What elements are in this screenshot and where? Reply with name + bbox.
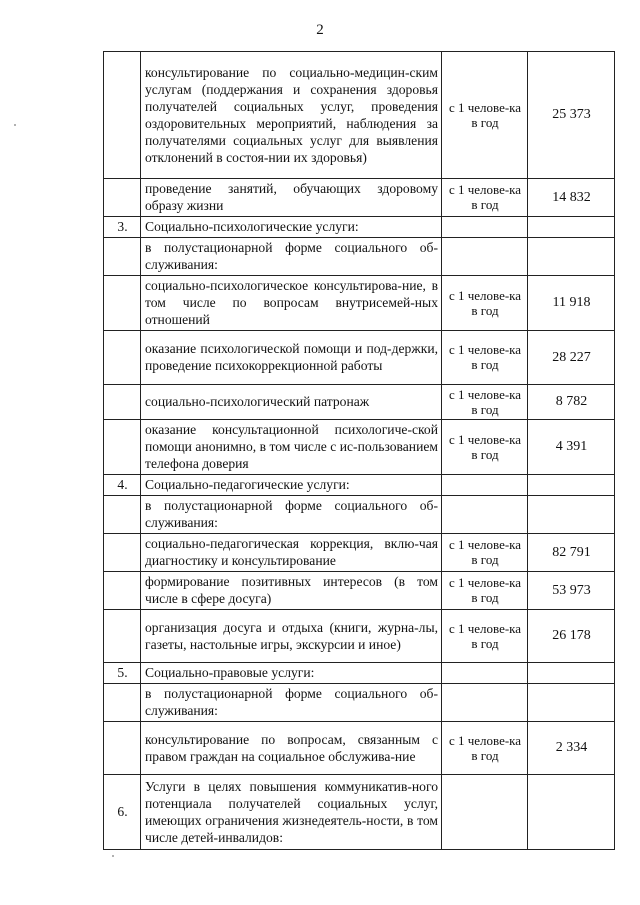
- service-unit: [442, 238, 528, 276]
- service-unit: с 1 челове-ка в год: [442, 534, 528, 572]
- row-number: [104, 420, 141, 475]
- service-description: социально-педагогическая коррекция, вклю-чая диагностику и консультирование: [141, 534, 442, 572]
- service-unit: [442, 775, 528, 850]
- service-tariff: [528, 238, 615, 276]
- row-number: [104, 534, 141, 572]
- section-number: 5.: [104, 663, 141, 684]
- row-number: [104, 52, 141, 179]
- service-description: формирование позитивных интересов (в том числе в сфере досуга): [141, 572, 442, 610]
- service-unit: с 1 челове-ка в год: [442, 276, 528, 331]
- service-tariff: 53 973: [528, 572, 615, 610]
- table-row: [104, 572, 615, 610]
- table-row: [104, 179, 615, 217]
- service-tariff: [528, 775, 615, 850]
- row-number: [104, 385, 141, 420]
- page-number: 2: [316, 22, 324, 38]
- service-tariff: 28 227: [528, 331, 615, 385]
- section-number: 6.: [104, 775, 141, 850]
- service-description: социально-психологическое консультирова-ние, в том числе по вопросам внутрисемей-ных отношений: [141, 276, 442, 331]
- service-description: оказание психологической помощи и под-держки, проведение психокоррекционной работы: [141, 331, 442, 385]
- scan-speck: [14, 124, 16, 126]
- row-number: [104, 610, 141, 663]
- row-number: [104, 722, 141, 775]
- section-number: 3.: [104, 217, 141, 238]
- service-tariff: [528, 663, 615, 684]
- service-tariff: [528, 217, 615, 238]
- service-tariff: 26 178: [528, 610, 615, 663]
- service-description: консультирование по социально-медицин-ским услугам (поддержания и сохранения здоровья получателей социальных услуг, проведения оздоровительных мероприятий, наблюдения за получателями социальных услуг для выявления отклонений в состоя-нии их здоровья): [141, 52, 442, 179]
- section-heading: Социально-психологические услуги:: [141, 217, 442, 238]
- scan-speck: [112, 855, 114, 857]
- service-tariff: 25 373: [528, 52, 615, 179]
- table-row: [104, 385, 615, 420]
- service-tariff: 11 918: [528, 276, 615, 331]
- section-heading: Услуги в целях повышения коммуникатив-ного потенциала получателей социальных услуг, имеющих ограничения жизнедеятель-ности, в том числе детей-инвалидов:: [141, 775, 442, 850]
- table-row: [104, 52, 615, 179]
- service-unit: с 1 челове-ка в год: [442, 420, 528, 475]
- row-number: [104, 331, 141, 385]
- service-description: социально-психологический патронаж: [141, 385, 442, 420]
- section-number: 4.: [104, 475, 141, 496]
- table-row: [104, 238, 615, 276]
- service-description: оказание консультационной психологиче-ской помощи анонимно, в том числе с ис-пользованием телефона доверия: [141, 420, 442, 475]
- table-row: [104, 775, 615, 850]
- row-number: [104, 496, 141, 534]
- service-description: консультирование по вопросам, связанным с правом граждан на социальное обслужива-ние: [141, 722, 442, 775]
- table-row: [104, 610, 615, 663]
- service-unit: с 1 челове-ка в год: [442, 572, 528, 610]
- section-heading: Социально-правовые услуги:: [141, 663, 442, 684]
- service-unit: с 1 челове-ка в год: [442, 385, 528, 420]
- table-row: [104, 722, 615, 775]
- section-heading: Социально-педагогические услуги:: [141, 475, 442, 496]
- table-row: [104, 331, 615, 385]
- table-row: [104, 475, 615, 496]
- table-row: [104, 684, 615, 722]
- service-tariff: 4 391: [528, 420, 615, 475]
- service-unit: [442, 663, 528, 684]
- service-unit: с 1 челове-ка в год: [442, 52, 528, 179]
- service-description: проведение занятий, обучающих здоровому образу жизни: [141, 179, 442, 217]
- subsection-heading: в полустационарной форме социального об-служивания:: [141, 496, 442, 534]
- row-number: [104, 572, 141, 610]
- row-number: [104, 276, 141, 331]
- service-unit: с 1 челове-ка в год: [442, 331, 528, 385]
- service-tariff: [528, 475, 615, 496]
- table-row: [104, 663, 615, 684]
- service-unit: [442, 684, 528, 722]
- subsection-heading: в полустационарной форме социального об-служивания:: [141, 238, 442, 276]
- service-unit: [442, 475, 528, 496]
- row-number: [104, 684, 141, 722]
- service-unit: [442, 496, 528, 534]
- table-row: [104, 534, 615, 572]
- service-tariff: 2 334: [528, 722, 615, 775]
- table-row: [104, 276, 615, 331]
- row-number: [104, 179, 141, 217]
- service-tariff: [528, 684, 615, 722]
- table-row: [104, 217, 615, 238]
- service-unit: с 1 челове-ка в год: [442, 722, 528, 775]
- service-unit: [442, 217, 528, 238]
- service-tariff: 8 782: [528, 385, 615, 420]
- service-description: организация досуга и отдыха (книги, журна-лы, газеты, настольные игры, экскурсии и иное): [141, 610, 442, 663]
- service-tariff: 82 791: [528, 534, 615, 572]
- table-row: [104, 420, 615, 475]
- service-unit: с 1 челове-ка в год: [442, 610, 528, 663]
- service-tariff: 14 832: [528, 179, 615, 217]
- services-tariff-table: [103, 51, 615, 850]
- subsection-heading: в полустационарной форме социального об-служивания:: [141, 684, 442, 722]
- service-unit: с 1 челове-ка в год: [442, 179, 528, 217]
- service-tariff: [528, 496, 615, 534]
- table-row: [104, 496, 615, 534]
- row-number: [104, 238, 141, 276]
